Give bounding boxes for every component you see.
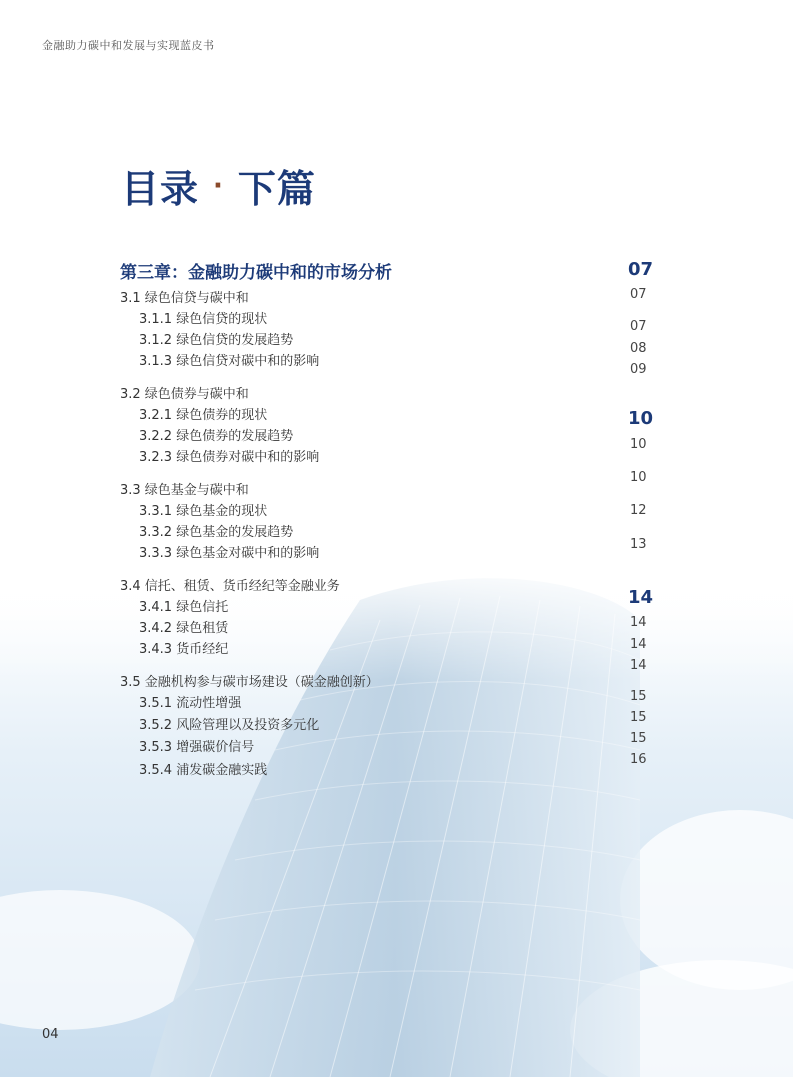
toc-section-3-5[interactable]: 3.5 金融机构参与碳市场建设（碳金融创新） xyxy=(120,675,379,690)
toc-section-3-3-2[interactable]: 3.3.2 绿色基金的发展趋势 xyxy=(139,525,294,540)
toc-section-3-3[interactable]: 3.3 绿色基金与碳中和 xyxy=(120,483,249,498)
toc-section-3-5-1[interactable]: 3.5.1 流动性增强 xyxy=(139,696,242,711)
toc-section-3-5-2-page: 15 xyxy=(630,731,647,746)
toc-section-3-2[interactable]: 3.2 绿色债券与碳中和 xyxy=(120,387,249,402)
toc-section-3-3-3[interactable]: 3.3.3 绿色基金对碳中和的影响 xyxy=(139,546,320,561)
toc-section-3-2-1[interactable]: 3.2.1 绿色债券的现状 xyxy=(139,408,268,423)
toc-section-3-4-2[interactable]: 3.4.2 绿色租赁 xyxy=(139,621,229,636)
toc-section-3-1-3-page: 09 xyxy=(630,362,647,377)
toc-section-3-4-page: 14 xyxy=(628,587,654,608)
toc-section-3-5-3[interactable]: 3.5.3 增强碳价信号 xyxy=(139,740,255,755)
toc-section-3-1[interactable]: 3.1 绿色信贷与碳中和 xyxy=(120,291,249,306)
toc-section-3-5-3-page: 16 xyxy=(630,752,647,767)
toc-section-3-5-4[interactable]: 3.5.4 浦发碳金融实践 xyxy=(139,763,268,778)
toc-section-3-4-1[interactable]: 3.4.1 绿色信托 xyxy=(139,600,229,615)
toc-section-3-4-3[interactable]: 3.4.3 货币经纪 xyxy=(139,642,229,657)
toc-section-3-1-1[interactable]: 3.1.1 绿色信贷的现状 xyxy=(139,312,268,327)
running-header: 金融助力碳中和发展与实现蓝皮书 xyxy=(42,39,215,52)
toc-section-3-1-2[interactable]: 3.1.2 绿色信贷的发展趋势 xyxy=(139,333,294,348)
toc-section-3-1-2-page: 08 xyxy=(630,341,647,356)
title-dot: · xyxy=(213,170,224,201)
toc-section-3-5-page: 15 xyxy=(630,689,647,704)
toc-chapter-3[interactable]: 第三章：金融助力碳中和的市场分析 xyxy=(120,263,392,283)
toc-chapter-3-page: 07 xyxy=(628,259,654,280)
toc-section-3-2-page: 10 xyxy=(628,408,654,429)
toc-section-3-5-1-page: 15 xyxy=(630,710,647,725)
toc-section-3-4[interactable]: 3.4 信托、租赁、货币经纪等金融业务 xyxy=(120,579,340,594)
toc-section-3-1-1-page: 07 xyxy=(630,319,647,334)
toc-section-3-3-1[interactable]: 3.3.1 绿色基金的现状 xyxy=(139,504,268,519)
toc-section-3-1-page: 07 xyxy=(630,287,647,302)
toc-section-3-4-3-page: 14 xyxy=(630,658,647,673)
title-main: 目录 xyxy=(121,167,200,211)
toc-section-3-2-3-page: 12 xyxy=(630,503,647,518)
page-number: 04 xyxy=(42,1027,59,1042)
toc-section-3-1-3[interactable]: 3.1.3 绿色信贷对碳中和的影响 xyxy=(139,354,320,369)
toc-section-3-2-2[interactable]: 3.2.2 绿色债券的发展趋势 xyxy=(139,429,294,444)
toc-section-3-2-3[interactable]: 3.2.3 绿色债券对碳中和的影响 xyxy=(139,450,320,465)
toc-section-3-4-1-page: 14 xyxy=(630,615,647,630)
toc-section-3-5-2[interactable]: 3.5.2 风险管理以及投资多元化 xyxy=(139,718,320,733)
toc-section-3-3-page: 13 xyxy=(630,537,647,552)
toc-section-3-2-2-page: 10 xyxy=(630,470,647,485)
toc-section-3-2-1-page: 10 xyxy=(630,437,647,452)
title-sub: 下篇 xyxy=(237,167,316,211)
toc-section-3-4-2-page: 14 xyxy=(630,637,647,652)
